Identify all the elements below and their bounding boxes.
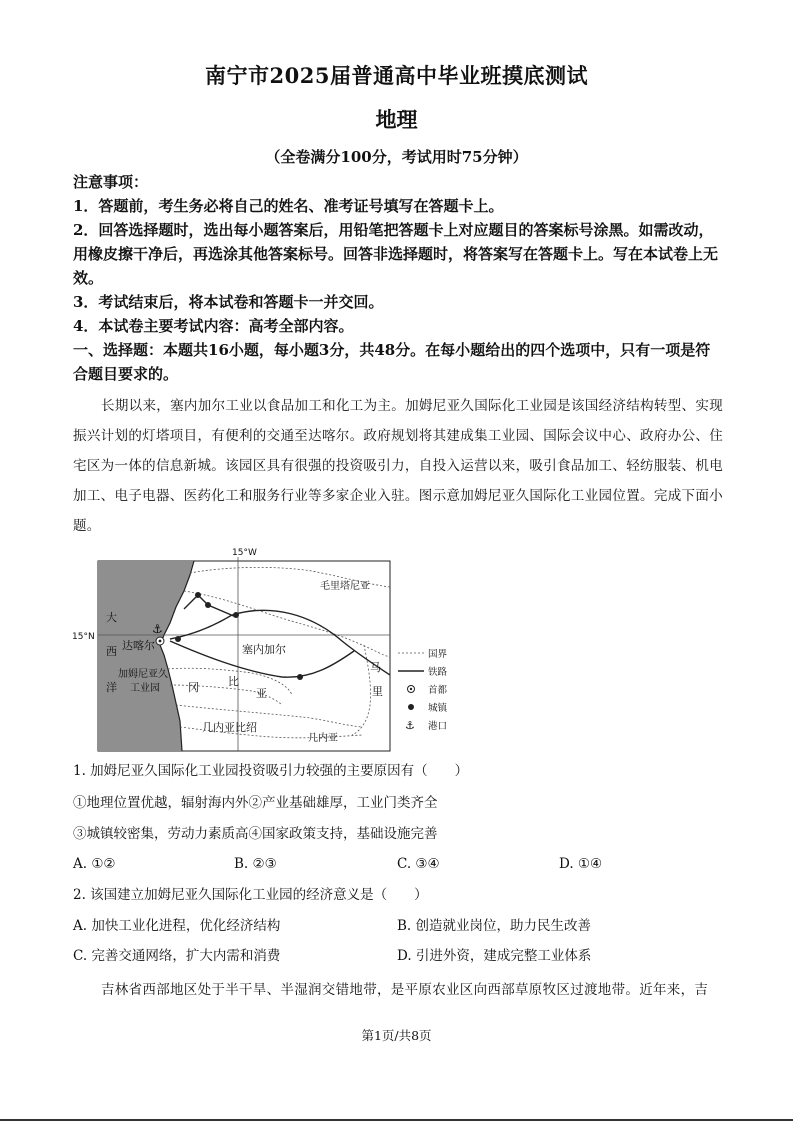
label-gambia-2: 比	[228, 675, 239, 688]
legend-railway-label: 铁路	[428, 667, 448, 678]
passage-2-start: 吉林省西部地区处于半干旱、半湿润交错地带，是平原农业区向西部草原牧区过渡地带。近年来，吉	[101, 982, 709, 998]
page-number: 第1页/共8页	[361, 1028, 432, 1043]
legend-port-icon: ⚓	[405, 719, 415, 732]
label-park-2: 工业园	[130, 683, 160, 694]
notice-item-4: 4．本试卷主要考试内容：高考全部内容。	[73, 317, 354, 335]
label-mali-1: 马	[370, 661, 381, 674]
lat-label: 15°N	[72, 632, 95, 642]
bottom-rule	[0, 1119, 793, 1121]
subject-title: 地理	[375, 107, 418, 132]
notice-item-1: 1．答题前，考生务必将自己的姓名、准考证号填写在答题卡上。	[73, 197, 504, 215]
legend-port-label: 港口	[428, 721, 448, 732]
question-1-statement-2: ③城镇较密集，劳动力素质高④国家政策支持，基础设施完善	[73, 826, 438, 842]
location-map	[72, 545, 452, 755]
question-1-option-c: C. ③④	[397, 856, 440, 872]
passage-1: 长期以来，塞内加尔工业以食品加工和化工为主。加姆尼亚久国际化工业园是该国经济结构转型、实现振兴计划的灯塔项目，有便利的交通至达喀尔。政府规划将其建成集工业园、国际会议中心、政府办公、住宅区为一体的信息新城。该园区具有很强的投资吸引力，自投入运营以来，吸引食品加工、轻纺服装、机电加工、电子电器、医药化工和服务行业等多家企业入驻。图示意加姆尼亚久国际化工业园位置。完成下面小题。	[73, 398, 723, 534]
legend-town-symbol	[408, 704, 414, 710]
town-dot	[175, 636, 181, 642]
legend-capital-label: 首都	[428, 685, 448, 696]
legend-town-label: 城镇	[428, 703, 448, 714]
question-1-stem: 1. 加姆尼亚久国际化工业园投资吸引力较强的主要原因有（ ）	[73, 763, 469, 779]
question-1-option-d: D. ①④	[559, 856, 603, 872]
label-gambia-1: 冈	[188, 681, 199, 694]
label-ocean-2: 西	[106, 645, 117, 658]
question-2-option-d: D. 引进外资，建成完整工业体系	[397, 948, 592, 964]
question-2-option-a: A. 加快工业化进程，优化经济结构	[73, 918, 281, 934]
port-icon: ⚓	[152, 622, 163, 636]
town-dot	[233, 612, 239, 618]
label-guinea: 几内亚	[308, 733, 338, 744]
town-dot	[297, 674, 303, 680]
label-guinea-bissau: 几内亚比绍	[202, 721, 257, 734]
exam-title: 南宁市2025届普通高中毕业班摸底测试	[205, 63, 588, 88]
notices-heading: 注意事项：	[73, 173, 149, 191]
label-park-1: 加姆尼亚久	[118, 669, 168, 680]
town-dot	[195, 592, 201, 598]
label-mali-2: 里	[372, 685, 383, 698]
legend-border-label: 国界	[428, 649, 448, 660]
question-2-stem: 2. 该国建立加姆尼亚久国际化工业园的经济意义是（ ）	[73, 887, 428, 903]
map-legend	[398, 649, 449, 732]
question-1-option-a: A. ①②	[73, 856, 116, 872]
question-1-statement-1: ①地理位置优越，辐射海内外②产业基础雄厚，工业门类齐全	[73, 795, 438, 811]
question-2-option-c: C. 完善交通网络，扩大内需和消费	[73, 948, 281, 964]
notice-item-3: 3．考试结束后，将本试卷和答题卡一并交回。	[73, 293, 384, 311]
town-dot	[205, 602, 211, 608]
question-2-option-b: B. 创造就业岗位，助力民生改善	[397, 918, 592, 934]
label-ocean-1: 大	[106, 611, 117, 624]
question-1-option-b: B. ②③	[234, 856, 277, 872]
label-dakar: 达喀尔	[122, 639, 155, 652]
label-mauritania: 毛里塔尼亚	[320, 581, 370, 592]
capital-center	[159, 640, 162, 643]
lon-label: 15°W	[232, 548, 257, 558]
label-senegal: 塞内加尔	[242, 643, 286, 656]
notice-item-2: 2．回答选择题时，选出每小题答案后，用铅笔把答题卡上对应题目的答案标号涂黑。如需改动，用橡皮擦干净后，再选涂其他答案标号。回答非选择题时，将答案写在答题卡上。写在本试卷上无效。	[73, 221, 719, 287]
section-heading: 一、选择题：本题共16小题，每小题3分，共48分。在每小题给出的四个选项中，只有一项是符合题目要求的。	[73, 341, 711, 383]
label-gambia-3: 亚	[256, 687, 267, 700]
label-ocean-3: 洋	[106, 681, 117, 694]
score-info: （全卷满分100分，考试用时75分钟）	[265, 148, 528, 166]
